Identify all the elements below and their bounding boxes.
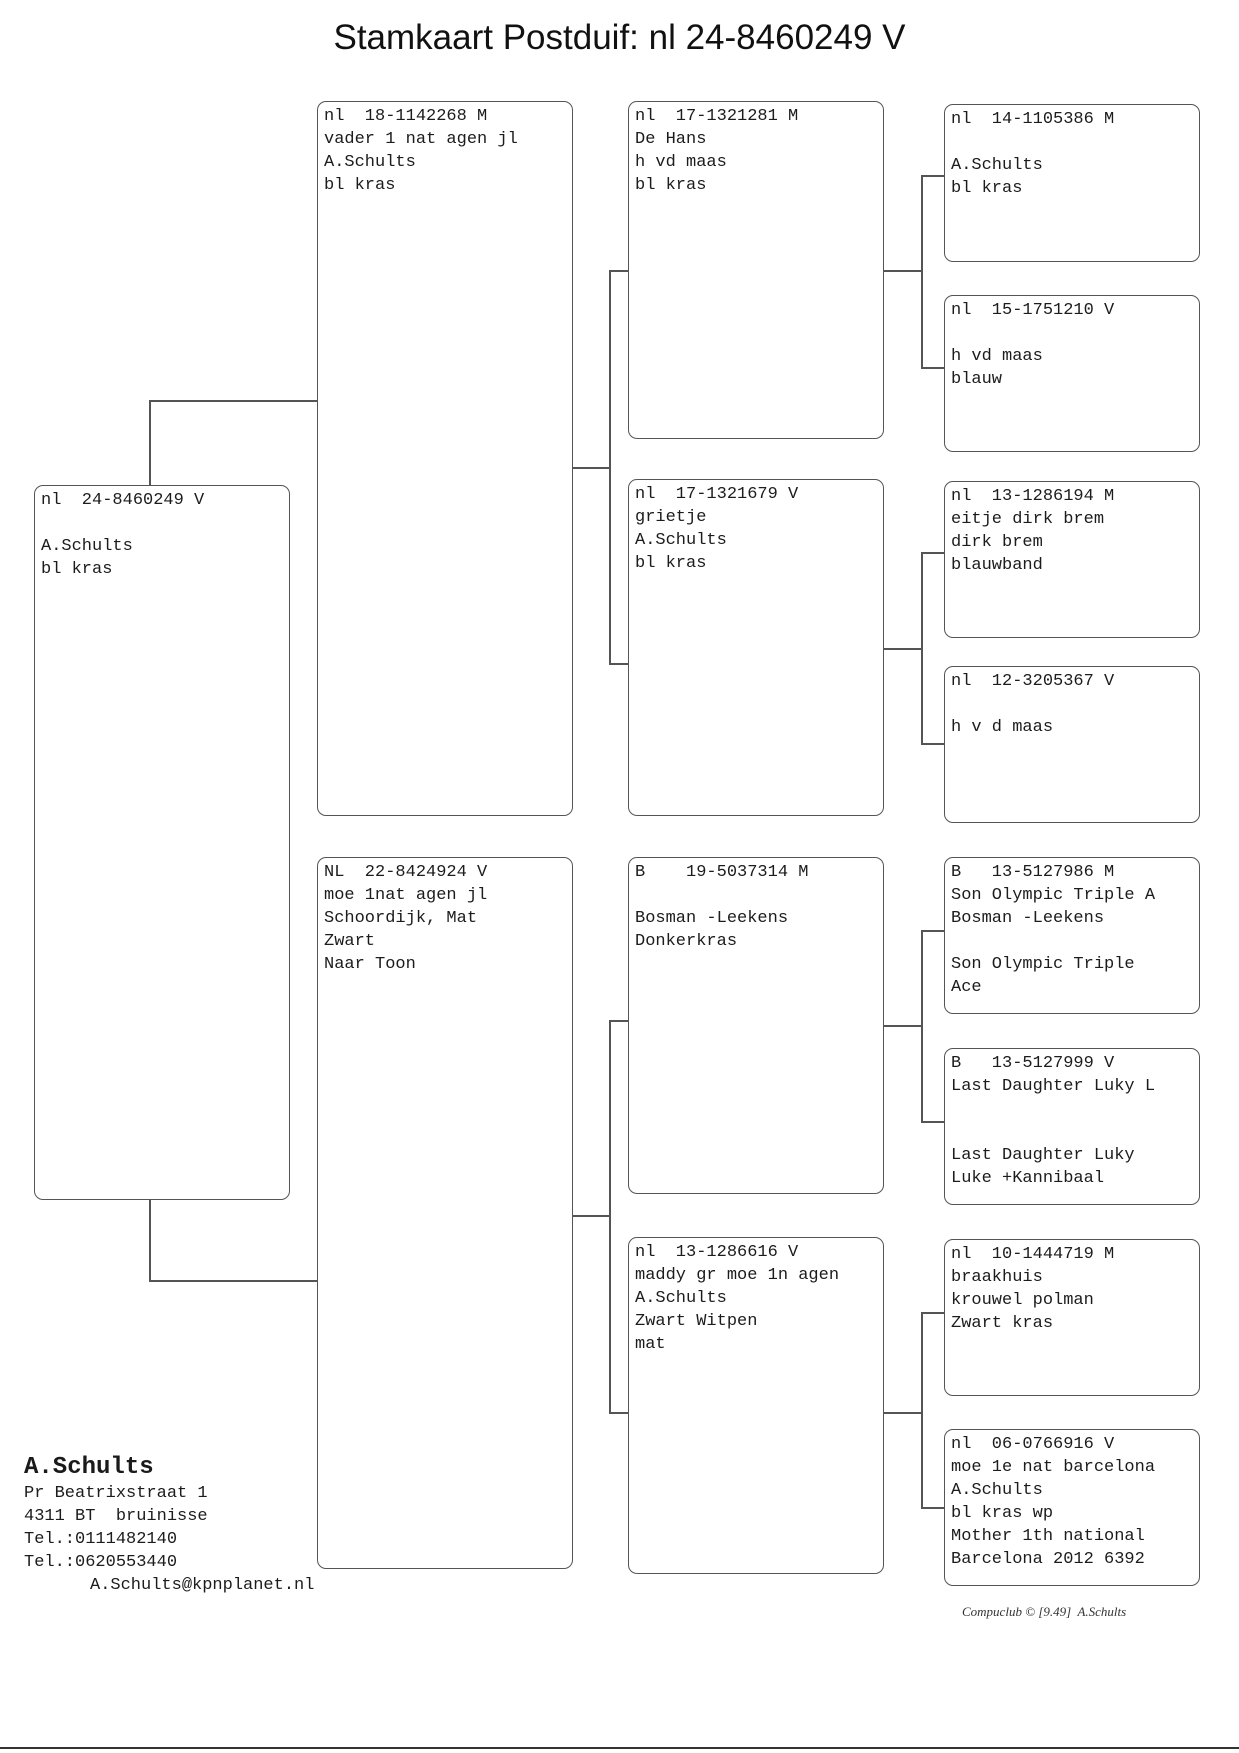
pigeon-info-line: Zwart [324, 932, 376, 951]
ring-number: B 13-5127999 V [951, 1054, 1115, 1073]
pigeon-info-line: bl kras [41, 560, 113, 579]
software-credit: Compuclub © [9.49] A.Schults [962, 1604, 1127, 1619]
breeder-phone-2: Tel.:0620553440 [24, 1553, 178, 1572]
pigeon-info-line: Last Daughter Luky [951, 1146, 1135, 1165]
pigeon-info-line [951, 930, 1193, 953]
ring-number: nl 13-1286194 M [951, 487, 1115, 506]
pigeon-info-line [635, 884, 877, 907]
ring-number: B 19-5037314 M [635, 863, 809, 882]
pigeon-card-ffm [944, 295, 1200, 452]
pigeon-card-mother [317, 857, 573, 1569]
pigeon-info-line: braakhuis [951, 1268, 1043, 1287]
pigeon-info-line: bl kras [951, 179, 1023, 198]
connector-line [609, 270, 628, 272]
pigeon-card-subject [34, 485, 290, 1200]
breeder-city: 4311 BT bruinisse [24, 1507, 208, 1526]
pigeon-card-fff [944, 104, 1200, 262]
pigeon-info-line: moe 1nat agen jl [324, 886, 488, 905]
pigeon-card-father [317, 101, 573, 816]
pigeon-info-line: eitje dirk brem [951, 510, 1105, 529]
connector-line [921, 930, 944, 932]
pigeon-card-mf [628, 857, 884, 1194]
connector-line [921, 175, 944, 177]
pigeon-card-ff [628, 101, 884, 439]
pigeon-info-line [951, 1098, 1193, 1121]
ring-number: nl 18-1142268 M [324, 107, 488, 126]
pigeon-card-mff [944, 857, 1200, 1014]
pigeon-card-mmf [944, 1239, 1200, 1396]
connector-line [921, 1507, 944, 1509]
pigeon-info-line: A.Schults [951, 156, 1043, 175]
pigeon-info-line: A.Schults [635, 531, 727, 550]
ring-number: nl 17-1321281 M [635, 107, 799, 126]
pigeon-info-line: Son Olympic Triple A [951, 886, 1156, 905]
pigeon-info-line [951, 1121, 1193, 1144]
pigeon-card-mmm [944, 1429, 1200, 1586]
pigeon-info-line: grietje [635, 508, 707, 527]
pigeon-info-line: bl kras [635, 176, 707, 195]
pigeon-info-line: mat [635, 1335, 666, 1354]
breeder-email: A.Schults@kpnplanet.nl [90, 1576, 315, 1595]
pigeon-info-line: Last Daughter Luky L [951, 1077, 1156, 1096]
ring-number: nl 12-3205367 V [951, 672, 1115, 691]
connector-line [609, 1020, 628, 1022]
pigeon-info-line: Son Olympic Triple [951, 955, 1135, 974]
connector-line [609, 1412, 628, 1414]
pigeon-info-line [951, 322, 1193, 345]
connector-line [609, 663, 628, 665]
connector-line [573, 467, 609, 469]
connector-line [884, 648, 922, 650]
connector-line [921, 743, 944, 745]
ring-number: nl 06-0766916 V [951, 1435, 1115, 1454]
connector-line [921, 1312, 944, 1314]
pigeon-info-line [41, 512, 283, 535]
pigeon-card-mm [628, 1237, 884, 1574]
pigeon-info-line [951, 131, 1193, 154]
ring-number: nl 13-1286616 V [635, 1243, 799, 1262]
ring-number: nl 15-1751210 V [951, 301, 1115, 320]
pigeon-info-line: krouwel polman [951, 1291, 1094, 1310]
pigeon-info-line: A.Schults [41, 537, 133, 556]
connector-line [609, 1020, 611, 1413]
connector-line [884, 1412, 922, 1414]
connector-line [149, 1200, 151, 1281]
pigeon-info-line: h v d maas [951, 718, 1054, 737]
pigeon-info-line: vader 1 nat agen jl [324, 130, 518, 149]
connector-line [921, 552, 944, 554]
pigeon-info-line: A.Schults [635, 1289, 727, 1308]
page-title: Stamkaart Postduif: nl 24-8460249 V [333, 18, 906, 57]
connector-line [884, 270, 922, 272]
pigeon-info-line: Barcelona 2012 6392 [951, 1550, 1145, 1569]
pigeon-info-line [951, 693, 1193, 716]
connector-line [573, 1215, 609, 1217]
pigeon-info-line: Donkerkras [635, 932, 738, 951]
connector-line [921, 1312, 923, 1508]
connector-line [921, 367, 944, 369]
ring-number: nl 24-8460249 V [41, 491, 205, 510]
pigeon-info-line: maddy gr moe 1n agen [635, 1266, 840, 1285]
connector-line [149, 400, 151, 485]
pigeon-info-line: Bosman -Leekens [635, 909, 789, 928]
page-edge-rule [0, 1747, 1239, 1749]
ring-number: nl 14-1105386 M [951, 110, 1115, 129]
pigeon-info-line: Ace [951, 978, 982, 997]
pigeon-info-line: blauw [951, 370, 1003, 389]
pigeon-info-line: Naar Toon [324, 955, 416, 974]
pigeon-info-line: h vd maas [635, 153, 727, 172]
pigeon-card-fmm [944, 666, 1200, 823]
connector-line [609, 270, 611, 664]
connector-line [921, 175, 923, 368]
breeder-address: Pr Beatrixstraat 1 [24, 1484, 208, 1503]
pigeon-info-line: h vd maas [951, 347, 1043, 366]
pigeon-info-line: bl kras [635, 554, 707, 573]
pigeon-info-line: De Hans [635, 130, 707, 149]
ring-number: NL 22-8424924 V [324, 863, 488, 882]
connector-line [149, 400, 317, 402]
pigeon-card-mfm [944, 1048, 1200, 1205]
pigeon-info-line: bl kras [324, 176, 396, 195]
connector-line [884, 1025, 922, 1027]
pigeon-info-line: Bosman -Leekens [951, 909, 1105, 928]
pigeon-info-line: moe 1e nat barcelona [951, 1458, 1156, 1477]
connector-line [921, 552, 923, 744]
pigeon-info-line: Luke +Kannibaal [951, 1169, 1105, 1188]
pigeon-info-line: A.Schults [324, 153, 416, 172]
breeder-name: A.Schults [24, 1454, 154, 1481]
pigeon-card-fmf [944, 481, 1200, 638]
pigeon-info-line: A.Schults [951, 1481, 1043, 1500]
pigeon-info-line: Zwart kras [951, 1314, 1054, 1333]
breeder-info [24, 1453, 314, 1598]
pigeon-info-line: bl kras wp [951, 1504, 1054, 1523]
connector-line [921, 1121, 944, 1123]
pigeon-card-fm [628, 479, 884, 816]
pigeon-info-line: dirk brem [951, 533, 1043, 552]
ring-number: nl 17-1321679 V [635, 485, 799, 504]
connector-line [921, 930, 923, 1122]
pigeon-info-line: Zwart Witpen [635, 1312, 758, 1331]
pigeon-info-line: Mother 1th national [951, 1527, 1145, 1546]
breeder-phone-1: Tel.:0111482140 [24, 1530, 178, 1549]
pigeon-info-line: blauwband [951, 556, 1043, 575]
connector-line [149, 1280, 317, 1282]
pigeon-info-line: Schoordijk, Mat [324, 909, 478, 928]
ring-number: nl 10-1444719 M [951, 1245, 1115, 1264]
ring-number: B 13-5127986 M [951, 863, 1115, 882]
